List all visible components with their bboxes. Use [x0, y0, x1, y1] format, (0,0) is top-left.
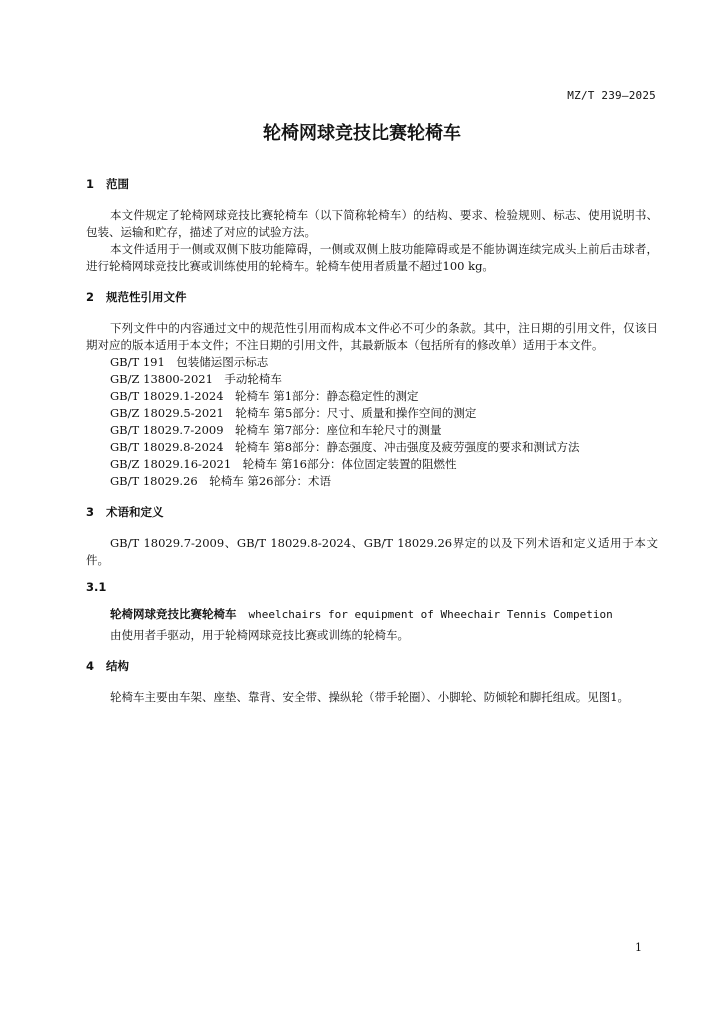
section-title: 术语和定义: [106, 505, 164, 519]
reference-item: GB/T 18029.26 轮椅车 第26部分：术语: [110, 474, 331, 488]
reference-item: GB/T 18029.1-2024 轮椅车 第1部分：静态稳定性的测定: [110, 389, 419, 403]
section-number: 3: [86, 505, 95, 519]
document-title: 轮椅网球竞技比赛轮椅车: [263, 123, 461, 144]
term-definition: 由使用者手驱动，用于轮椅网球竞技比赛或训练的轮椅车。: [110, 628, 409, 642]
subsection-3-1-number: 3.1: [86, 580, 107, 594]
reference-item: GB/T 18029.7-2009 轮椅车 第7部分：座位和车轮尺寸的测量: [110, 423, 442, 437]
term-entry: [86, 606, 658, 623]
document-body: [86, 176, 658, 706]
references-intro: 下列文件中的内容通过文中的规范性引用而构成本文件必不可少的条款。其中，注日期的引用文件，仅该日期对应的版本适用于本文件；不注日期的引用文件，其最新版本（包括所有的修改单）适用于本文件。: [86, 321, 658, 352]
section-number: 2: [86, 290, 95, 304]
section-title: 结构: [106, 659, 129, 673]
term-chinese: 轮椅网球竞技比赛轮椅车: [110, 607, 237, 621]
standard-code: MZ/T 239—2025: [567, 89, 656, 102]
section-3-heading: [86, 504, 658, 521]
section-1-heading: [86, 176, 658, 193]
scope-paragraph-2: 本文件适用于一侧或双侧下肢功能障碍，一侧或双侧上肢功能障碍或是不能协调连续完成头上前后击球者，进行轮椅网球竞技比赛或训练使用的轮椅车。轮椅车使用者质量不超过100 kg。: [86, 242, 658, 273]
reference-item: GB/T 191 包装储运图示标志: [110, 355, 269, 369]
reference-item: GB/T 18029.8-2024 轮椅车 第8部分：静态强度、冲击强度及疲劳强度的要求和测试方法: [110, 440, 580, 454]
reference-item: GB/Z 18029.5-2021 轮椅车 第5部分：尺寸、质量和操作空间的测定: [110, 406, 477, 420]
section-number: 4: [86, 659, 95, 673]
structure-paragraph: 轮椅车主要由车架、座垫、靠背、安全带、操纵轮（带手轮圈）、小脚轮、防倾轮和脚托组成。见图1。: [110, 690, 630, 704]
section-title: 范围: [106, 177, 129, 191]
section-number: 1: [86, 177, 95, 191]
reference-item: GB/Z 13800-2021 手动轮椅车: [110, 372, 282, 386]
page-number: 1: [635, 941, 642, 954]
reference-item: GB/Z 18029.16-2021 轮椅车 第16部分：体位固定装置的阻燃性: [110, 457, 457, 471]
section-2-heading: [86, 289, 658, 306]
term-english: wheelchairs for equipment of Wheechair Tennis Competion: [248, 608, 613, 621]
section-4-heading: [86, 658, 658, 675]
terms-intro: GB/T 18029.7-2009、GB/T 18029.8-2024、GB/T 18029.26界定的以及下列术语和定义适用于本文件。: [86, 536, 658, 567]
section-title: 规范性引用文件: [106, 290, 187, 304]
scope-paragraph-1: 本文件规定了轮椅网球竞技比赛轮椅车（以下简称轮椅车）的结构、要求、检验规则、标志、使用说明书、包装、运输和贮存，描述了对应的试验方法。: [86, 208, 658, 239]
